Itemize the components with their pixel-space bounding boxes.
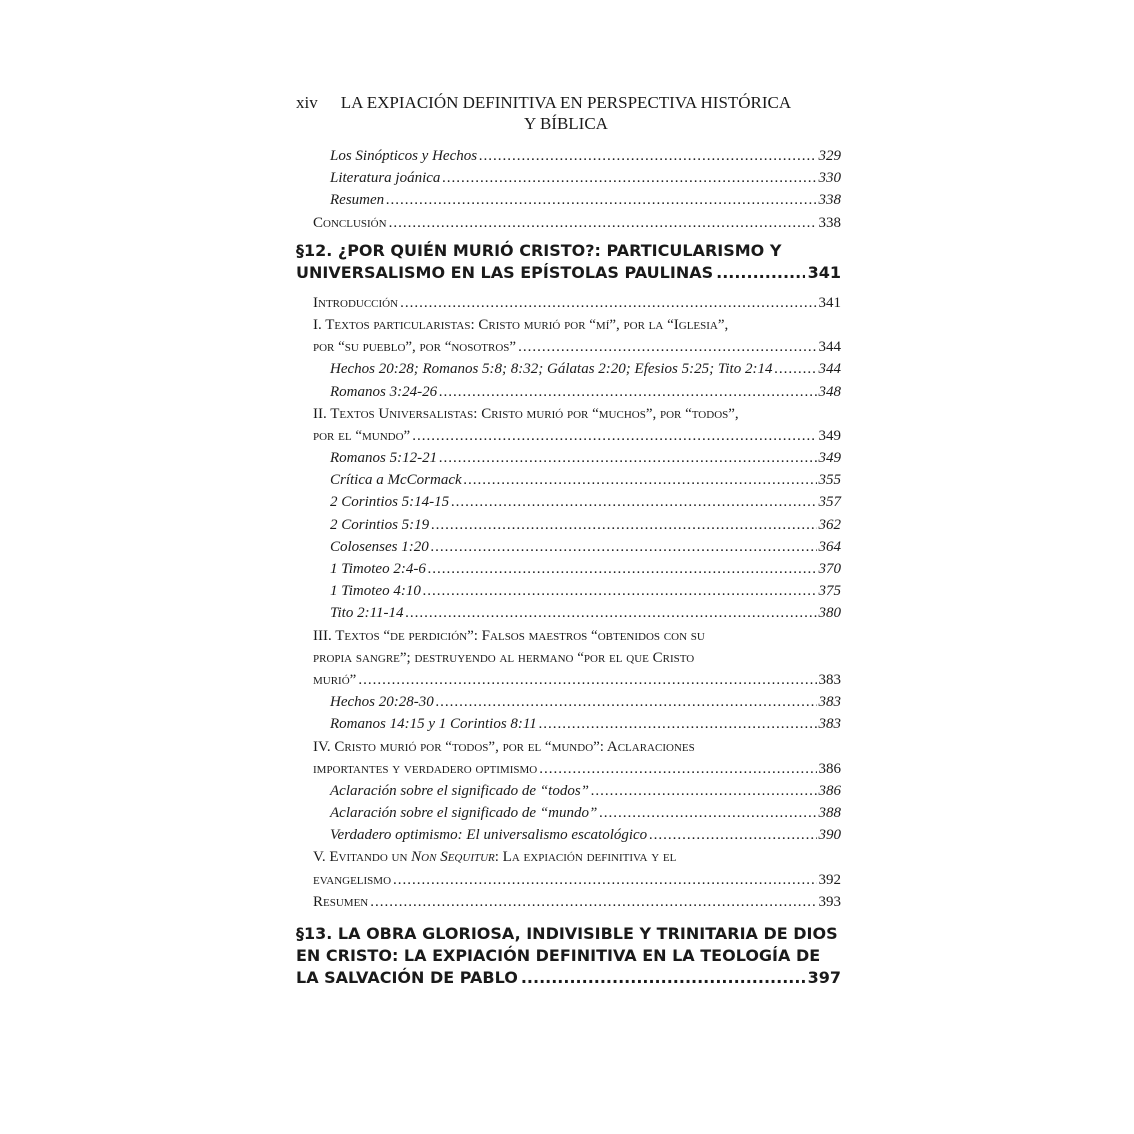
- toc-entry: [296, 669, 841, 691]
- toc-entry: [296, 145, 841, 167]
- leader-dots: [464, 469, 817, 491]
- leader-dots: [451, 491, 816, 513]
- chapter-12-heading: [296, 240, 841, 284]
- toc-entry-page: 357: [818, 494, 841, 511]
- toc-entry-title: III. Textos “de perdición”: Falsos maestros “obtenidos con su: [313, 627, 705, 644]
- toc-entry-title-italic: Non Sequitur: [411, 849, 495, 866]
- chapter-title-line: §12. ¿POR QUIÉN MURIÓ CRISTO?: PARTICULARISMO Y: [296, 240, 782, 260]
- toc-entry-page: 349: [818, 427, 841, 444]
- toc-entry-page: 362: [818, 516, 841, 533]
- leader-dots: [389, 212, 817, 234]
- leader-dots: [386, 189, 816, 211]
- leader-dots: [393, 869, 816, 891]
- chapter-title-line: §13. LA OBRA GLORIOSA, INDIVISIBLE Y TRINITARIA DE DIOS: [296, 924, 838, 943]
- leader-dots: [442, 167, 816, 189]
- toc-entry: [296, 514, 841, 536]
- toc-entry: [296, 824, 841, 846]
- toc-entry-title: propia sangre”; destruyendo al hermano “por el que Cristo: [313, 649, 695, 666]
- chapter-title-line: EN CRISTO: LA EXPIACIÓN DEFINITIVA EN LA TEOLOGÍA DE: [296, 946, 821, 965]
- table-of-contents: [296, 145, 841, 997]
- toc-entry-title: Los Sinópticos y Hechos: [330, 148, 478, 164]
- toc-entry-title: evangelismo: [313, 871, 392, 888]
- toc-entry-title: por “su pueblo”, por “nosotros”: [313, 339, 517, 356]
- toc-entry-page: 355: [818, 472, 841, 489]
- leader-dots: [423, 580, 817, 602]
- toc-entry-title: 1 Timoteo 2:4-6: [330, 561, 426, 577]
- toc-entry-title: 2 Corintios 5:14-15: [330, 494, 450, 511]
- toc-entry-title: Colosenses 1:20: [330, 538, 429, 555]
- toc-entry-page: 388: [818, 805, 841, 822]
- chapter-13-heading: [296, 923, 841, 989]
- toc-entry: [296, 536, 841, 558]
- toc-entry: [296, 802, 841, 824]
- toc-entry-page: 330: [818, 170, 841, 187]
- leader-dots: [428, 558, 817, 580]
- toc-entry-title: Resumen: [330, 192, 385, 209]
- toc-entry-page: 383: [818, 671, 841, 688]
- toc-entry-page: 392: [818, 871, 841, 888]
- toc-entry-title: por el “mundo”: [313, 427, 411, 444]
- toc-entry: [296, 447, 841, 469]
- toc-entry-page: 348: [818, 383, 841, 400]
- toc-entry-title: Conclusión: [313, 214, 387, 231]
- toc-entry-page: 380: [818, 605, 841, 622]
- toc-entry-title: Literatura joánica: [330, 170, 441, 187]
- toc-entry-title: Verdadero optimismo: El universalismo escatológico: [330, 827, 648, 844]
- toc-entry-page: 370: [818, 561, 841, 577]
- toc-entry: [296, 758, 841, 780]
- toc-entry: [296, 381, 841, 403]
- toc-entry-title: Romanos 3:24-26: [330, 383, 438, 400]
- toc-entry: [296, 167, 841, 189]
- toc-entry-page: 344: [818, 339, 841, 356]
- toc-entry-page: 386: [818, 760, 841, 777]
- toc-entry: [296, 469, 841, 491]
- toc-entry: [296, 691, 841, 713]
- toc-entry-title: II. Textos Universalistas: Cristo murió por “muchos”, por “todos”,: [313, 405, 739, 422]
- leader-dots: [539, 758, 816, 780]
- toc-entry-title: murió”: [313, 671, 357, 688]
- chapter-page: 341: [807, 262, 841, 282]
- leader-dots: [649, 824, 816, 846]
- toc-entry-title: Crítica a McCormack: [330, 472, 462, 489]
- leader-dots: [370, 891, 816, 913]
- toc-entry: [296, 491, 841, 513]
- toc-entry-title: I. Textos particularistas: Cristo murió por “mí”, por la “Iglesia”,: [313, 316, 729, 333]
- toc-entry: [296, 602, 841, 624]
- leader-dots: [591, 780, 816, 802]
- toc-entry-page: 386: [818, 782, 841, 799]
- leader-dots: [436, 691, 817, 713]
- toc-entry-page: 383: [818, 694, 841, 711]
- toc-entry-title-part: : La expiación definitiva y el: [494, 849, 677, 866]
- toc-entry-title: Romanos 14:15 y 1 Corintios 8:11: [330, 716, 537, 733]
- leader-dots: [599, 802, 816, 824]
- running-head-title: LA EXPIACIÓN DEFINITIVA EN PERSPECTIVA HISTÓRICA Y BÍBLICA: [340, 93, 792, 133]
- toc-entry-title: Hechos 20:28; Romanos 5:8; 8:32; Gálatas 2:20; Efesios 5:25; Tito 2:14: [330, 361, 773, 378]
- leader-dots: [539, 713, 817, 735]
- toc-entry: [296, 869, 841, 891]
- leader-dots: [431, 536, 817, 558]
- toc-entry: [296, 580, 841, 602]
- toc-entry-title: importantes y verdadero optimismo: [313, 760, 538, 777]
- toc-entry: [296, 891, 841, 913]
- chapter-title-line: UNIVERSALISMO EN LAS EPÍSTOLAS PAULINAS: [296, 262, 714, 282]
- toc-entry: [296, 713, 841, 735]
- leader-dots: [358, 669, 816, 691]
- toc-entry: [296, 358, 841, 380]
- toc-entry: [296, 292, 841, 314]
- toc-entry-title: Aclaración sobre el significado de “mundo”: [330, 805, 598, 822]
- leader-dots: [479, 145, 816, 167]
- toc-entry-page: 393: [818, 893, 841, 910]
- toc-entry: [296, 558, 841, 580]
- toc-entry-page: 329: [818, 148, 841, 164]
- leader-dots: [431, 514, 816, 536]
- running-head: [296, 92, 856, 134]
- page-number: xiv: [296, 93, 318, 112]
- toc-entry: [296, 189, 841, 211]
- toc-entry-title: Aclaración sobre el significado de “todos”: [330, 782, 590, 799]
- toc-entry-page: 364: [818, 538, 841, 555]
- toc-entry-title: Introducción: [313, 294, 399, 311]
- toc-entry: [296, 336, 841, 358]
- toc-entry-title: IV. Cristo murió por “todos”, por el “mundo”: Aclaraciones: [313, 738, 695, 755]
- leader-dots: [521, 967, 805, 989]
- toc-entry-page: 383: [818, 716, 841, 733]
- toc-entry-title: Romanos 5:12-21: [330, 450, 438, 467]
- toc-entry-page: 338: [818, 192, 841, 209]
- toc-entry-title: Hechos 20:28-30: [330, 694, 434, 711]
- chapter-title-line: LA SALVACIÓN DE PABLO: [296, 968, 518, 987]
- toc-entry-page: 390: [818, 827, 841, 844]
- toc-entry-page: 341: [818, 294, 841, 311]
- toc-entry-page: 338: [818, 214, 841, 231]
- chapter-page: 397: [807, 968, 841, 987]
- leader-dots: [774, 358, 816, 380]
- toc-entry: [296, 425, 841, 447]
- leader-dots: [412, 425, 816, 447]
- toc-entry-page: 375: [818, 583, 841, 600]
- leader-dots: [439, 381, 816, 403]
- toc-entry-title: [296, 846, 841, 868]
- toc-entry-title: 1 Timoteo 4:10: [330, 583, 421, 600]
- toc-entry-title: 2 Corintios 5:19: [330, 516, 430, 533]
- toc-entry-page: 344: [818, 361, 841, 378]
- leader-dots: [405, 602, 816, 624]
- toc-entry-title: Resumen: [313, 893, 369, 910]
- toc-entry-page: 349: [818, 450, 841, 467]
- toc-entry-title-part: V. Evitando un: [313, 849, 412, 866]
- leader-dots: [518, 336, 816, 358]
- toc-entry-title: Tito 2:11-14: [330, 605, 404, 622]
- leader-dots: [400, 292, 816, 314]
- leader-dots: [716, 262, 804, 284]
- leader-dots: [439, 447, 816, 469]
- toc-entry: [296, 212, 841, 234]
- toc-entry: [296, 780, 841, 802]
